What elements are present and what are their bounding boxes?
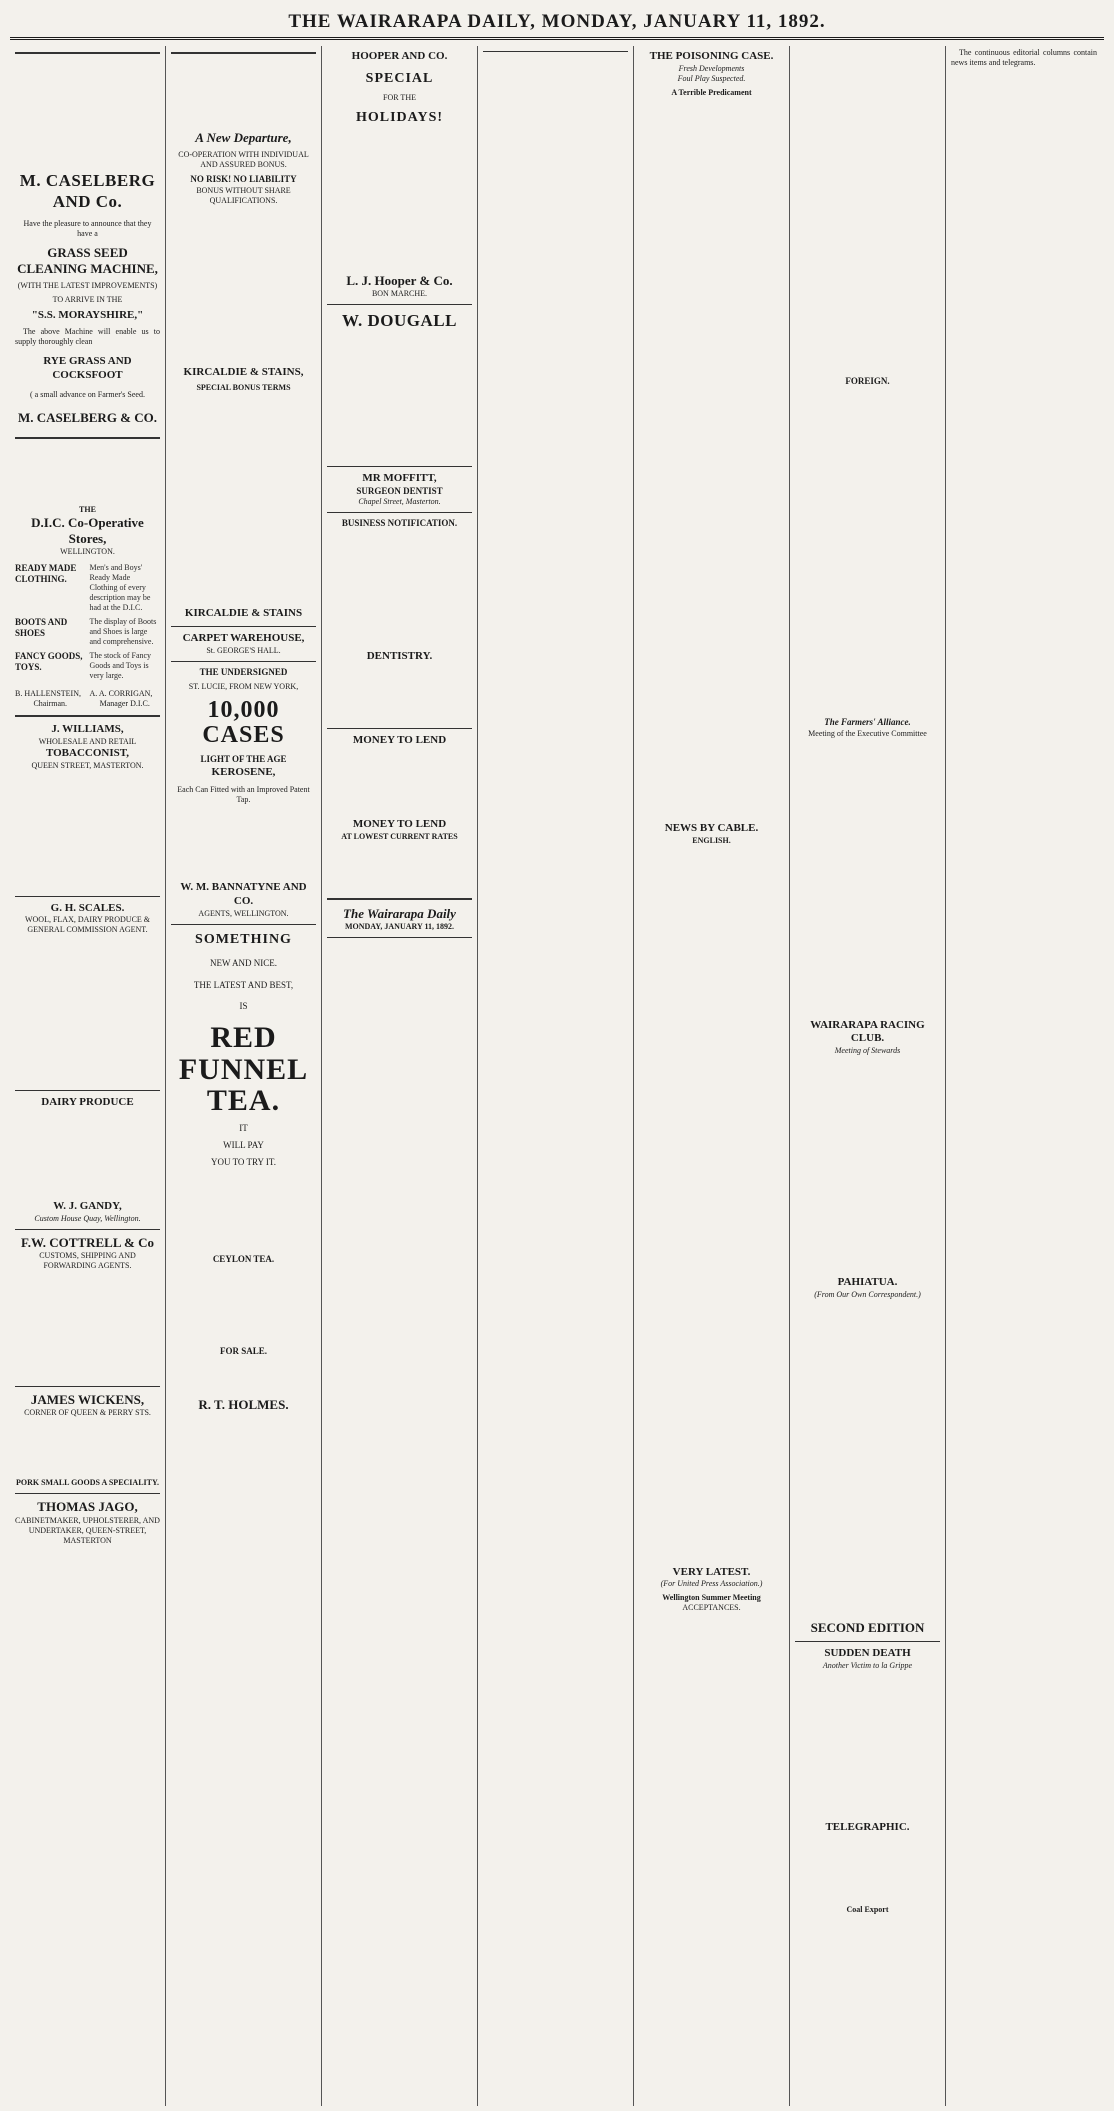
new-and-nice: NEW AND NICE.	[209, 958, 278, 969]
editorial-date: MONDAY, JANUARY 11, 1892.	[344, 922, 455, 931]
chapel-street: Chapel Street, Masterton.	[358, 497, 441, 507]
carpet-sub: St. GEORGE'S HALL.	[206, 645, 281, 655]
kerosene: KEROSENE,	[211, 765, 276, 778]
meeting-stewards: Meeting of Stewards	[834, 1046, 901, 1055]
lucie: ST. LUCIE, FROM NEW YORK,	[188, 682, 299, 691]
boots-body: The display of Boots and Shoes is large and comprehensive.	[89, 617, 157, 646]
special-label: SPECIAL	[365, 70, 434, 86]
williams-title: J. WILLIAMS,	[51, 723, 124, 735]
caselberg-intro: Have the pleasure to announce that they have a	[23, 218, 152, 238]
caselberg-signature: M. CASELBERG & CO.	[17, 410, 158, 426]
telegraphic: TELEGRAPHIC.	[825, 1820, 910, 1833]
pork-note: PORK SMALL GOODS A SPECIALITY.	[15, 1478, 160, 1488]
wickens-title: JAMES WICKENS,	[30, 1392, 145, 1407]
terrible-predicament: A Terrible Predicament	[671, 87, 752, 97]
special-bonus: SPECIAL BONUS TERMS	[196, 383, 291, 393]
arrive-note: TO ARRIVE IN THE	[52, 295, 123, 304]
gandy-sub: Custom House Quay, Wellington.	[34, 1213, 141, 1223]
foul-play: Foul Play Suspected.	[677, 73, 746, 83]
cases-ad: 10,000 CASES	[202, 697, 285, 749]
column-7	[946, 46, 1102, 2106]
dic-title: D.I.C. Co-Operative Stores,	[31, 514, 144, 546]
hooper-signature: L. J. Hooper & Co.	[346, 272, 453, 288]
dic-boots	[15, 617, 160, 647]
column-7-note: The continuous editorial columns contain news items and telegrams.	[951, 48, 1097, 67]
very-latest: VERY LATEST.	[672, 1565, 751, 1578]
dic-ready-made	[15, 563, 160, 613]
for-the: FOR THE	[383, 93, 416, 103]
news-by-cable: NEWS BY CABLE.	[664, 821, 759, 834]
cottrell-sub: CUSTOMS, SHIPPING AND FORWARDING AGENTS.	[39, 1251, 136, 1270]
masthead: THE WAIRARAPA DAILY, MONDAY, JANUARY 11, 1892.	[10, 6, 1104, 40]
english-label: ENGLISH.	[692, 835, 731, 845]
sudden-death: SUDDEN DEATH	[824, 1647, 911, 1659]
dic-sign2: A. A. CORRIGAN,	[89, 689, 153, 698]
column-4	[478, 46, 634, 2106]
machine-heading: GRASS SEED CLEANING MACHINE,	[17, 244, 158, 276]
jago-title: THOMAS JAGO,	[37, 1499, 138, 1515]
improvements-note: (WITH THE LATEST IMPROVEMENTS)	[17, 281, 158, 290]
column-2	[166, 46, 322, 2106]
meeting-executive: Meeting of the Executive Committee	[808, 728, 927, 738]
ceylon-tea: CEYLON TEA.	[212, 1254, 275, 1265]
holidays-label: HOLIDAYS!	[355, 110, 444, 126]
red-funnel-tea: RED FUNNEL TEA.	[178, 1021, 309, 1118]
column-1	[10, 46, 166, 2106]
second-edition: SECOND EDITION	[810, 1619, 925, 1635]
holmes: R. T. HOLMES.	[198, 1396, 289, 1412]
something: SOMETHING	[195, 931, 292, 947]
fancy-label: FANCY GOODS, TOYS.	[15, 651, 83, 673]
very-latest-sub: (For United Press Association.)	[660, 1579, 763, 1589]
further-developments: Fresh Developments	[678, 63, 745, 73]
caselberg-title: M. CASELBERG AND Co.	[19, 171, 156, 212]
ready-made-body: Men's and Boys' Ready Made Clothing of every description may be had at the D.I.C.	[89, 563, 151, 612]
foreign-label: FOREIGN.	[845, 376, 890, 386]
gandy-title: W. J. GANDY,	[53, 1200, 122, 1212]
lowest-rates: AT LOWEST CURRENT RATES	[341, 831, 458, 841]
coop-note: CO-OPERATION WITH INDIVIDUAL AND ASSURED BONUS.	[178, 150, 309, 170]
light-of-age: LIGHT OF THE AGE	[200, 754, 287, 765]
dic-fancy	[15, 651, 160, 681]
summer-meeting: Wellington Summer Meeting	[662, 1593, 761, 1603]
kircaldie-title: KIRCALDIE & STAINS,	[183, 365, 304, 378]
undersigned: THE UNDERSIGNED	[199, 666, 288, 677]
dentistry-title: DENTISTRY.	[366, 649, 433, 662]
williams-addr: QUEEN STREET, MASTERTON.	[31, 760, 144, 770]
new-departure: A New Departure,	[195, 130, 292, 145]
column-3	[322, 46, 478, 2106]
coal-export: Coal Export	[846, 1904, 889, 1914]
rye-heading: RYE GRASS AND COCKSFOOT	[43, 354, 132, 381]
is-label: IS	[239, 1000, 248, 1011]
wickens-sub: CORNER OF QUEEN & PERRY STS.	[24, 1408, 151, 1418]
jago-sub: CABINETMAKER, UPHOLSTERER, AND UNDERTAKER, QUEEN-STREET, MASTERTON	[15, 1515, 160, 1545]
acceptances: ACCEPTANCES.	[682, 1603, 741, 1613]
pahiatua-title: PAHIATUA.	[837, 1276, 898, 1288]
cottrell-title: F.W. COTTRELL & Co	[20, 1234, 155, 1250]
dougall-title: W. DOUGALL	[342, 311, 457, 330]
for-sale: FOR SALE.	[219, 1345, 267, 1356]
carpet-title: CARPET WAREHOUSE,	[182, 632, 305, 644]
scales-sub: WOOL, FLAX, DAIRY PRODUCE & GENERAL COMMISSION AGENT.	[24, 915, 151, 935]
bonus-note: BONUS WITHOUT SHARE QUALIFICATIONS.	[196, 185, 291, 205]
column-5	[634, 46, 790, 2106]
bannatyne-sub: AGENTS, WELLINGTON.	[198, 908, 289, 918]
moffitt-title: MR MOFFITT,	[362, 472, 437, 485]
daily-title: The Wairarapa Daily	[343, 905, 456, 921]
hooper-title: HOOPER AND CO.	[351, 50, 448, 62]
dic-sign1: B. HALLENSTEIN,	[15, 689, 81, 698]
williams-sub: WHOLESALE AND RETAIL	[38, 736, 137, 746]
money-to-lend-1: MONEY TO LEND	[352, 734, 447, 747]
bon-marche: BON MARCHE.	[371, 289, 428, 298]
ship-name: "S.S. MORAYSHIRE,"	[31, 309, 144, 321]
dic-sign2b: Manager D.I.C.	[99, 699, 150, 708]
farmers-note: ( a small advance on Farmer's Seed.	[30, 390, 145, 400]
bannatyne: W. M. BANNATYNE AND CO.	[180, 881, 307, 908]
farmers-alliance: The Farmers' Alliance.	[824, 717, 911, 728]
it-label: IT	[239, 1122, 248, 1133]
dairy-title: DAIRY PRODUCE	[41, 1096, 134, 1109]
fancy-body: The stock of Fancy Goods and Toys is very large.	[89, 651, 152, 680]
ready-made-label: READY MADE CLOTHING.	[15, 563, 77, 585]
money-to-lend-2: MONEY TO LEND	[352, 818, 447, 830]
surgeon-title: SURGEON DENTIST	[356, 486, 443, 496]
dic-place: WELLINGTON.	[60, 547, 115, 556]
page-columns	[10, 46, 1104, 2106]
racing-club: WAIRARAPA RACING CLUB.	[810, 1018, 925, 1045]
kircaldie-title-2: KIRCALDIE & STAINS	[184, 607, 303, 620]
no-risk: NO RISK! NO LIABILITY	[190, 174, 297, 185]
you-try: YOU TO TRY IT.	[210, 1157, 276, 1168]
dic-the: THE	[79, 504, 96, 514]
correspondent: (From Our Own Correspondent.)	[814, 1289, 921, 1299]
dic-sign1b: Chairman.	[33, 699, 68, 708]
column-6	[790, 46, 946, 2106]
boots-label: BOOTS AND SHOES	[15, 617, 68, 639]
latest-best: THE LATEST AND BEST,	[193, 979, 294, 990]
poisoning-title: THE POISONING CASE.	[649, 50, 774, 62]
scales-title: G. H. SCALES.	[50, 901, 125, 914]
dic-signatures	[15, 689, 160, 709]
business-notification: BUSINESS NOTIFICATION.	[341, 518, 458, 529]
sudden-death-sub: Another Victim to la Grippe	[822, 1660, 913, 1670]
machine-text: The above Machine will enable us to supply thoroughly clean	[15, 326, 160, 346]
tobacconist: TOBACCONIST,	[45, 746, 130, 759]
patent-tap: Each Can Fitted with an Improved Patent Tap.	[177, 785, 310, 805]
will-pay: WILL PAY	[223, 1139, 264, 1150]
